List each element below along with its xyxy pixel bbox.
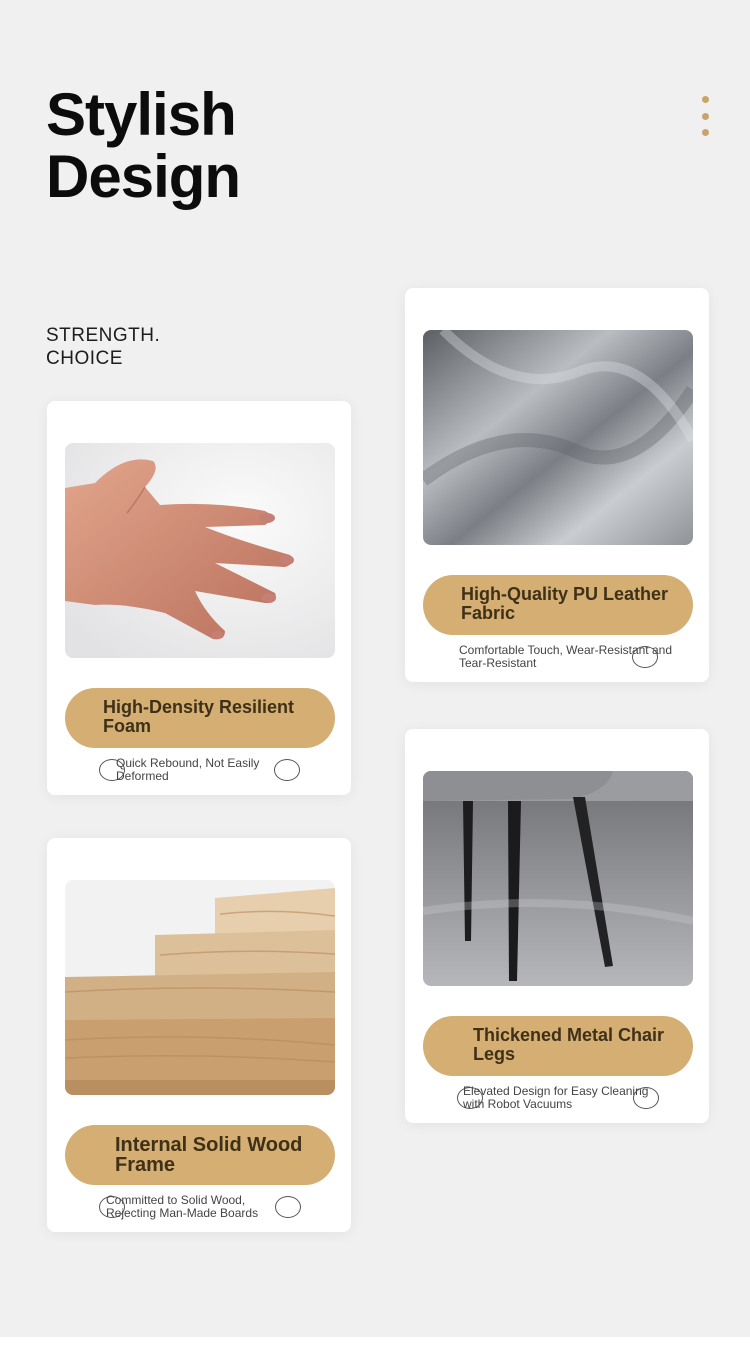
section-label (46, 324, 160, 370)
feature-card-legs (405, 729, 709, 1123)
feature-title: High-Quality PU Leather Fabric (461, 584, 669, 623)
circle-outline-icon (633, 1087, 659, 1109)
feature-card-leather (405, 288, 709, 682)
bottom-divider (0, 1337, 750, 1346)
feature-description: Committed to Solid Wood, Rejecting Man-Made Boards (106, 1193, 259, 1220)
feature-title: Internal Solid Wood Frame (115, 1134, 303, 1176)
grey-leather-photo (423, 330, 693, 545)
circle-outline-icon (275, 1196, 301, 1218)
hand-on-foam-photo (65, 443, 335, 658)
section-label-line-2: CHOICE (46, 348, 123, 369)
metal-chair-legs-photo (423, 771, 693, 986)
circle-outline-icon (632, 646, 658, 668)
feature-description: Elevated Design for Easy Cleaning with Robot Vacuums (463, 1084, 649, 1111)
feature-title-pill (423, 1016, 693, 1076)
feature-title-pill (423, 575, 693, 635)
dot (702, 113, 709, 120)
feature-card-wood (47, 838, 351, 1232)
solid-wood-boards-photo (65, 880, 335, 1095)
circle-outline-icon (274, 759, 300, 781)
feature-title-pill (65, 1125, 335, 1185)
feature-description: Quick Rebound, Not Easily Deformed (116, 756, 260, 783)
feature-title: High-Density Resilient Foam (103, 697, 295, 736)
title-line-1: Stylish (46, 81, 236, 148)
vertical-dots-icon[interactable] (700, 96, 710, 136)
dot (702, 96, 709, 103)
dot (702, 129, 709, 136)
feature-title-pill (65, 688, 335, 748)
section-label-line-1: STRENGTH. (46, 325, 161, 346)
feature-description: Comfortable Touch, Wear-Resistant and Tear-Resistant (459, 643, 672, 670)
title-line-2: Design (46, 143, 241, 210)
feature-title: Thickened Metal Chair Legs (473, 1025, 665, 1064)
feature-card-foam (47, 401, 351, 795)
page-title (46, 81, 241, 210)
